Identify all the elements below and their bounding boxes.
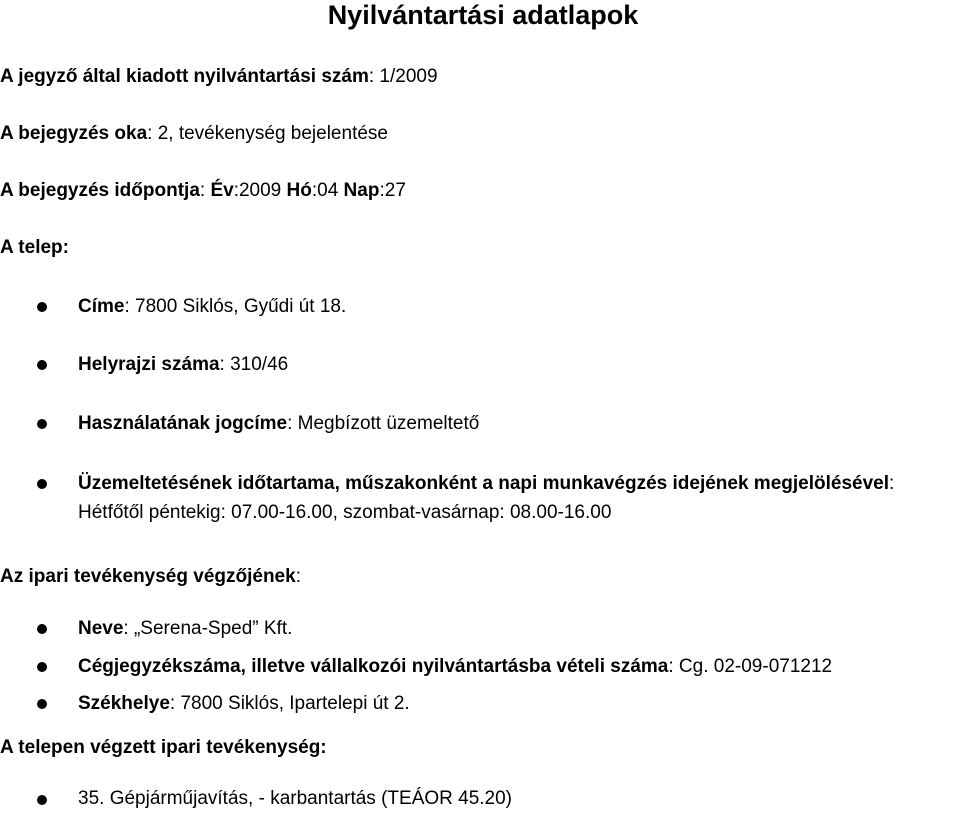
activity-heading: A telepen végzett ipari tevékenység:: [0, 737, 327, 758]
parcel-number-label: Helyrajzi száma: [78, 354, 220, 375]
operating-hours-separator: :: [889, 473, 895, 494]
headquarters-row: [78, 692, 410, 716]
activity-item-value: 35. Gépjárműjavítás, - karbantartás (TEÁOR 45.20): [78, 788, 513, 809]
bullet-icon: [37, 795, 47, 805]
operator-heading: Az ipari tevékenység végzőjének: [0, 566, 296, 587]
registration-number-value: 1/2009: [379, 66, 438, 87]
parcel-number-value: 310/46: [230, 354, 289, 375]
parcel-number-separator: :: [219, 354, 231, 375]
operating-hours-row: [78, 469, 928, 527]
registration-number-label: A jegyző által kiadott nyilvántartási szám: [0, 66, 369, 87]
entry-date-label: A bejegyzés időpontja: [0, 180, 200, 201]
site-address-label: Címe: [78, 296, 125, 317]
usage-title-label: Használatának jogcíme: [78, 413, 288, 434]
operating-hours-label: Üzemeltetésének időtartama, műszakonként a napi munkavégzés idejének megjelölésével: [78, 473, 889, 494]
company-registry-label: Cégjegyzékszáma, illetve vállalkozói nyilvántartásba vételi száma: [78, 656, 669, 677]
operator-heading-suffix: :: [295, 566, 301, 587]
entry-date-row: [0, 179, 406, 203]
operator-heading-row: [0, 565, 301, 589]
entry-year-value: :2009: [233, 180, 282, 201]
site-address-row: [78, 295, 346, 319]
registration-number-row: [0, 65, 438, 89]
bullet-icon: [37, 479, 47, 489]
entry-date-separator: :: [199, 180, 211, 201]
entry-reason-separator: :: [147, 123, 158, 144]
bullet-icon: [37, 662, 47, 672]
entry-month-value: :04: [311, 180, 339, 201]
bullet-icon: [37, 360, 47, 370]
entry-month-label: Hó: [281, 180, 312, 201]
entry-reason-value: 2, tevékenység bejelentése: [157, 123, 388, 144]
bullet-icon: [37, 302, 47, 312]
usage-title-row: [78, 412, 479, 436]
company-registry-value: Cg. 02-09-071212: [678, 656, 833, 677]
operating-hours-value: Hétfőtől péntekig: 07.00-16.00, szombat-vasárnap: 08.00-16.00: [78, 502, 612, 523]
site-address-value: 7800 Siklós, Gyűdi út 18.: [135, 296, 347, 317]
page-title: Nyilvántartási adatlapok: [327, 0, 639, 30]
headquarters-value: 7800 Siklós, Ipartelepi út 2.: [180, 693, 410, 714]
bullet-icon: [37, 624, 47, 634]
headquarters-separator: :: [169, 693, 181, 714]
bullet-icon: [37, 419, 47, 429]
entry-reason-row: [0, 122, 388, 146]
site-heading: A telep:: [0, 237, 69, 258]
operator-name-separator: :: [123, 618, 134, 639]
parcel-number-row: [78, 353, 288, 377]
registration-number-separator: :: [368, 66, 380, 87]
bullet-icon: [37, 699, 47, 709]
entry-day-value: :27: [379, 180, 406, 201]
activity-item: [78, 787, 512, 811]
entry-year-label: Év: [210, 180, 234, 201]
entry-reason-label: A bejegyzés oka: [0, 123, 148, 144]
operator-name-row: [78, 617, 292, 641]
site-address-separator: :: [124, 296, 136, 317]
operator-name-label: Neve: [78, 618, 124, 639]
operator-name-value: „Serena-Sped” Kft.: [133, 618, 293, 639]
company-registry-row: [78, 655, 832, 679]
company-registry-separator: :: [668, 656, 679, 677]
usage-title-separator: :: [287, 413, 298, 434]
usage-title-value: Megbízott üzemeltető: [297, 413, 480, 434]
entry-day-label: Nap: [338, 180, 380, 201]
headquarters-label: Székhelye: [78, 693, 170, 714]
